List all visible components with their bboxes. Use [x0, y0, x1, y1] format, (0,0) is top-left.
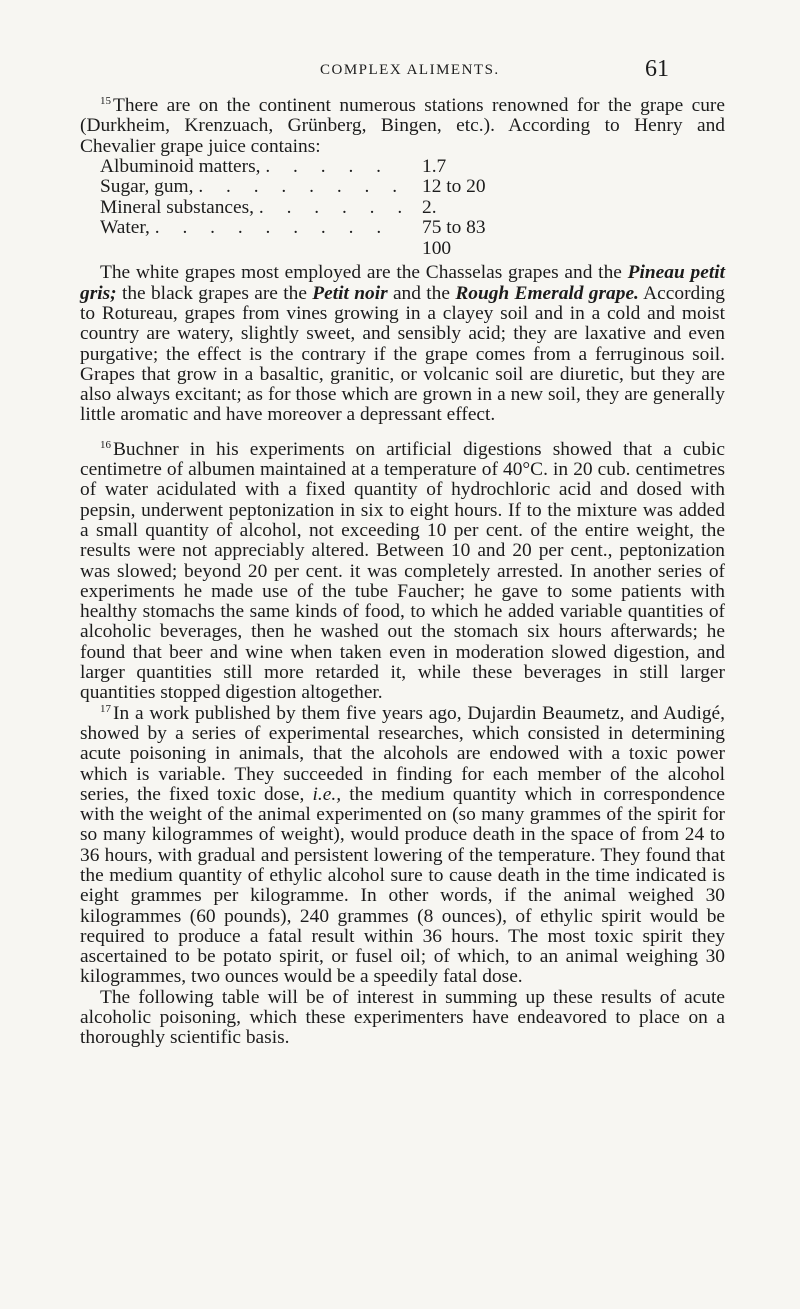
footnote-15-intro: [80, 96, 725, 157]
row-label: Albuminoid matters,: [100, 155, 261, 177]
leader-dots: . . . . . .: [258, 196, 412, 218]
page-body: [80, 96, 725, 1049]
leader-dots: . . . . .: [265, 155, 390, 177]
footnote-15-text: There are on the continent numerous stations renowned for the grape cure (Durkheim, Krenzuach, Grünberg, Bingen, etc.). According to Henry and Chevalier grape juice contains:: [80, 95, 725, 157]
row-label: Sugar, gum,: [100, 176, 194, 198]
footnote-16-text: Buchner in his experiments on artificial digestions showed that a cubic centimetre of albumen maintained at a temperature of 40°C. in 20 cub. centimetres of water acidulated with a fixed quantity of hydrochloric acid and dosed with pepsin, underwent peptonization in six to eight hours. If to the mixture was added a small quantity of alcohol, not exceeding 10 per cent. of the entire weight, the results were not appreciably altered. Between 10 and 20 per cent., peptonization was slowed; beyond 20 per cent. it was completely arrested. In another series of experiments he made use of the tube Faucher; he gave to some patients with healthy stomachs the same kinds of food, to which he added variable quantities of alcoholic beverages, then he washed out the stomach six hours afterwards; he found that beer and wine when taken even in moderation slowed digestion, and larger quantities still more retarded it, while these beverages in still larger quantities stopped digestion altogether.: [80, 438, 725, 704]
grape-variety: Pineau petit gris;: [80, 262, 725, 304]
table-row: [100, 198, 532, 219]
row-value: 12 to 20: [422, 176, 486, 198]
grape-variety: Rough Emerald grape.: [455, 282, 639, 304]
footnote-16: [80, 440, 725, 704]
footnote-marker-15: 15: [100, 95, 111, 107]
running-title: COMPLEX ALIMENTS.: [320, 62, 500, 78]
footnote-marker-17: 17: [100, 702, 111, 715]
row-label: Water,: [100, 217, 150, 239]
table-total: 100: [422, 237, 452, 259]
grape-variety: Petit noir: [312, 282, 388, 304]
row-label: Mineral substances,: [100, 196, 255, 218]
page-header: [0, 56, 800, 84]
footnote-17: $^{17}$ In a work published by them five years ago, Dujardin Beaumetz, and Audigé, showed by a series of experimental researches, which consisted in determining acute poisoning in animals, that the alcohols are endowed with a toxic power which is variable. They succeeded in finding for each member of the alcohol series, the fixed toxic dose, i.e., the medium quantity which in correspondence with the weight of the animal experimented on (so many grammes of the spirit for so many kilogrammes of weight), would produce death in the space of from 24 to 36 hours, with gradual and persistent lowering of the temperature. They found that the medium quantity of ethylic alcohol sure to cause death in the time indicated is eight grammes per kilogramme. In other words, if the animal weighed 30 kilogrammes (60 pounds), 240 grammes (8 ounces), of ethylic spirit would be required to produce a fatal result within 36 hours. The most toxic spirit they ascertained to be potato spirit, or fusel oil; of which, to an animal weighing 30 kilogrammes, two ounces would be a speedily fatal dose.: [80, 702, 725, 988]
leader-dots: . . . . . . . .: [198, 176, 407, 198]
table-row: [100, 218, 532, 239]
page-number: 61: [645, 56, 669, 82]
grape-juice-composition-table: [100, 157, 532, 260]
leader-dots: . . . . . . . . .: [154, 217, 391, 239]
row-value: 2.: [422, 196, 437, 218]
table-total-row: [100, 239, 532, 260]
footnote-15-grapes: The white grapes most employed are the Chasselas grapes and the Pineau petit gris; the black grapes are the Petit noir and the Rough Emerald grape. According to Rotureau, grapes from vines growing in a clayey soil and in a cold and moist country are watery, slightly sweet, and sensibly acid; they are laxative and even purgative; the effect is the contrary if the grape comes from a ferruginous soil. Grapes that grow in a basaltic, granitic, or volcanic soil are diuretic, but they are also always excitant; as for those which are grown in a new soil, they are generally little aromatic and have moreover a depressant effect.: [80, 262, 726, 426]
row-value: 1.7: [422, 155, 447, 177]
row-value: 75 to 83: [422, 217, 486, 239]
footnote-marker-16: 16: [100, 438, 111, 451]
table-row: [100, 177, 532, 198]
footnote-17-table-intro: The following table will be of interest in summing up these results of acute alcoholic poisoning, which these experimenters have endeavored to place on a thoroughly scientific basis.: [80, 986, 725, 1049]
table-row: [100, 157, 532, 178]
